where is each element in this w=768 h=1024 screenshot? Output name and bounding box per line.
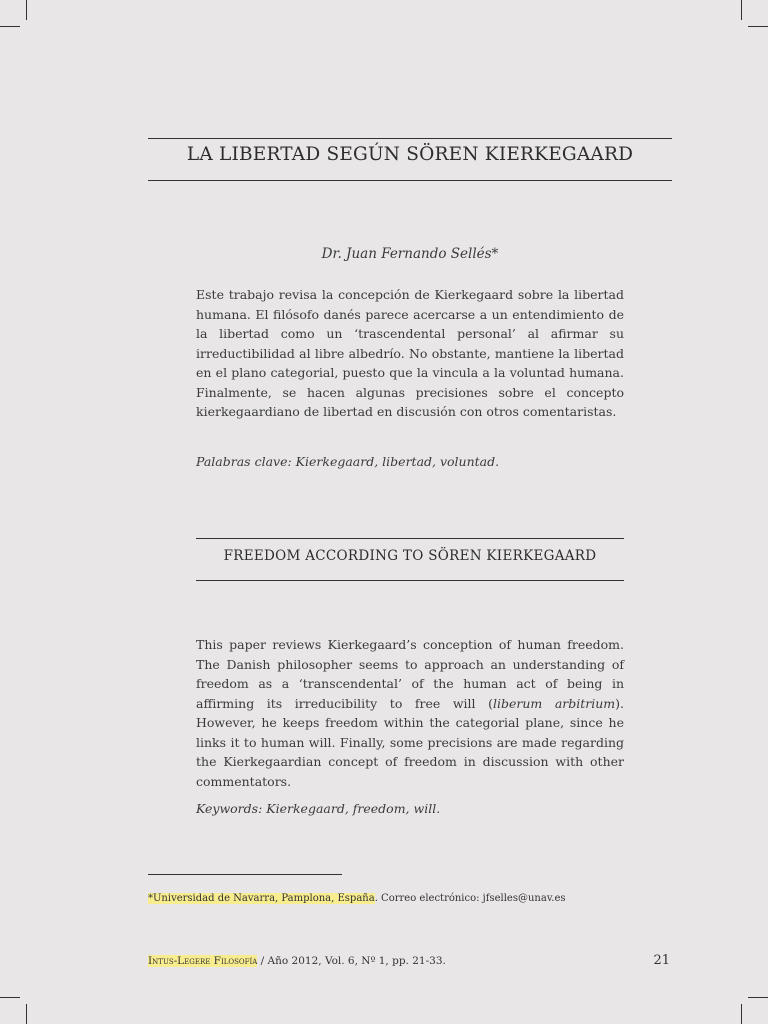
- abstract-english-part1: This paper reviews Kierkegaard’s conception of human freedom. The Danish philosopher seems to approach an understanding of freedom as a ‘transcendental’ of the human act of being in affirming its irreducibility to free will (: [196, 637, 624, 711]
- footnote-affiliation: *Universidad de Navarra, Pamplona, España: [148, 893, 375, 904]
- keywords-english: Keywords: Kierkegaard, freedom, will.: [196, 801, 441, 816]
- crop-mark: [0, 997, 20, 998]
- abstract-english-part2: ). However, he keeps freedom within the categorial plane, since he links it to human will. Finally, some precisions are made regarding the Kierkegaardian concept of freedom in discussion with other commentators.: [196, 695, 625, 789]
- author-name: Dr. Juan Fernando Sellés*: [321, 246, 499, 262]
- crop-mark: [748, 26, 768, 27]
- english-title-rule-bottom: [196, 580, 624, 581]
- crop-mark: [26, 0, 27, 20]
- title-rule-top: [148, 138, 672, 139]
- abstract-english: [196, 635, 624, 791]
- title-english: FREEDOM ACCORDING TO SÖREN KIERKEGAARD: [223, 548, 597, 564]
- crop-mark: [741, 1004, 742, 1024]
- footnote-separator: [148, 874, 342, 875]
- footnote-email: . Correo electrónico: jfselles@unav.es: [374, 893, 566, 904]
- page-number: 21: [653, 953, 670, 968]
- journal-name: Intus-Legere Filosofía: [148, 955, 258, 967]
- abstract-spanish: Este trabajo revisa la concepción de Kierkegaard sobre la libertad humana. El filósofo danés parece acercarse a un entendimiento de la libertad como un ‘trascendental personal’ al afirmar su irreductibilidad al libre albedrío. No obstante, mantiene la libertad en el plano categorial, puesto que la vincula a la voluntad humana. Finalmente, se hacen algunas precisiones sobre el concepto kierkegaardiano de libertad en discusión con otros comentaristas.: [196, 287, 624, 419]
- journal-citation: / Año 2012, Vol. 6, Nº 1, pp. 21-33.: [257, 955, 446, 967]
- title-spanish: LA LIBERTAD SEGÚN SÖREN KIERKEGAARD: [186, 144, 634, 165]
- crop-mark: [0, 26, 20, 27]
- crop-mark: [748, 997, 768, 998]
- crop-mark: [741, 0, 742, 20]
- abstract-english-latin: liberum arbitrium: [492, 695, 616, 711]
- keywords-spanish: Palabras clave: Kierkegaard, libertad, voluntad.: [196, 454, 500, 469]
- running-footer: [148, 955, 446, 967]
- english-title-rule-top: [196, 538, 624, 539]
- title-rule-bottom: [148, 180, 672, 181]
- crop-mark: [26, 1004, 27, 1024]
- footnote: [148, 893, 566, 904]
